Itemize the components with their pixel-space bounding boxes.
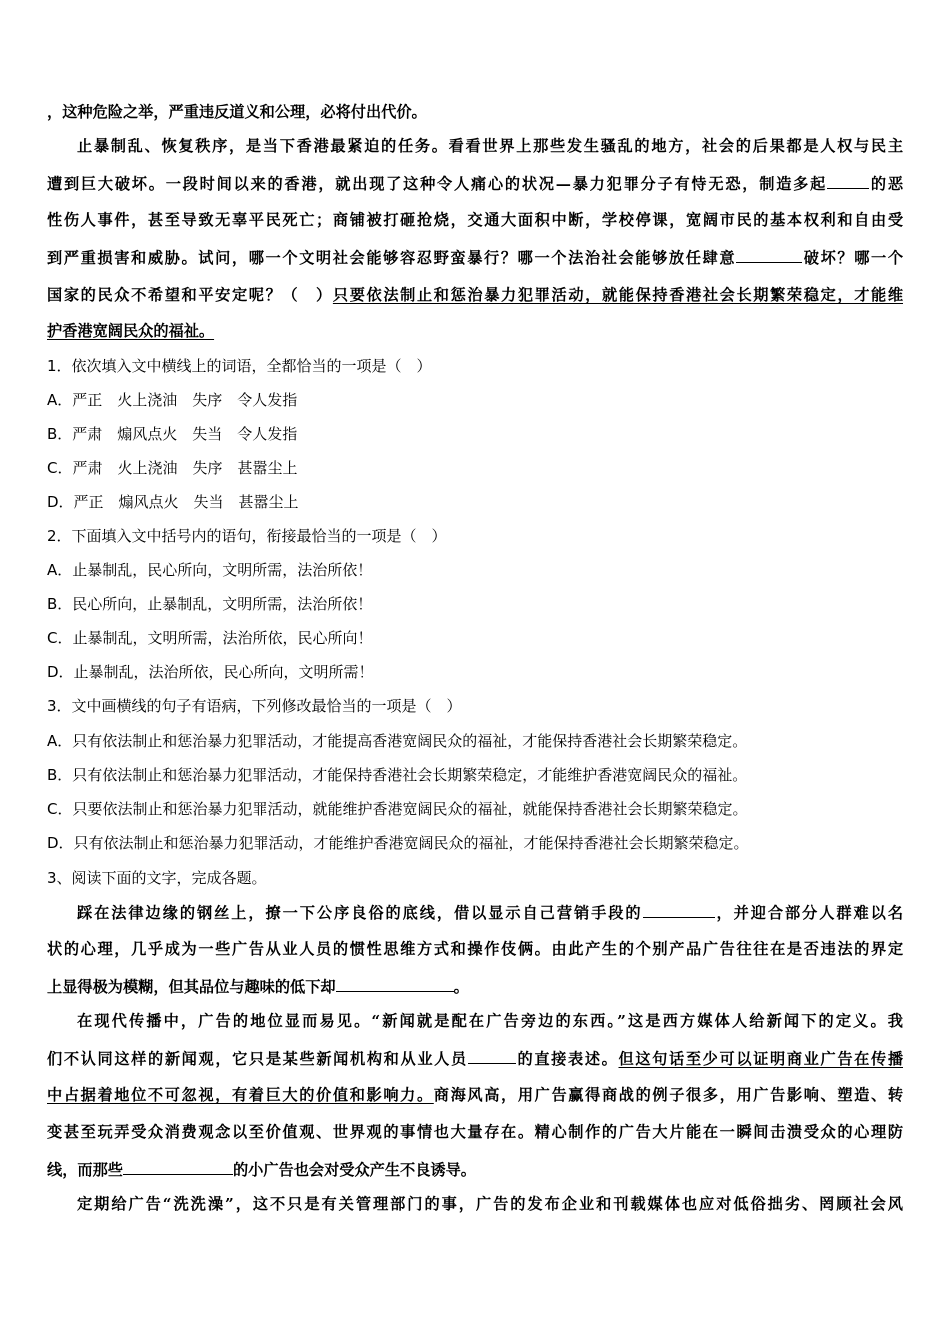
text-span: 。: [453, 978, 469, 996]
text-span: B．只有依法制止和惩治暴力犯罪活动，才能保持香港社会长期繁荣稳定，才能维护香港宽阔民众的福祉。: [47, 766, 748, 784]
answer-option: [47, 662, 903, 682]
fill-blank: [827, 173, 869, 189]
passage-line: [47, 976, 903, 997]
underlined-sentence: 护香港宽阔民众的福祉。: [47, 322, 215, 340]
text-span: 踩在法律边缘的钢丝上，撩一下公序良俗的底线，借以显示自己营销手段的: [77, 904, 643, 922]
text-span: 国家的民众不希望和平安定呢？（ ）: [47, 286, 333, 304]
question-stem: [47, 356, 903, 376]
text-span: C．严肃 火上浇油 失序 甚嚣尘上: [47, 459, 298, 477]
text-span: 商海风高，用广告赢得商战的例子很多，用广告影响、塑造、转: [433, 1086, 903, 1104]
text-span: 到严重损害和威胁。试问，哪一个文明社会能够容忍野蛮暴行？哪一个法治社会能够放任肆意: [47, 249, 737, 267]
answer-option: [47, 765, 903, 785]
answer-option: [47, 628, 903, 648]
text-span: 上显得极为模糊，但其品位与趣味的低下却: [47, 978, 336, 996]
section-heading: [47, 868, 903, 888]
passage-line: [47, 102, 903, 122]
text-span: 们不认同这样的新闻观，它只是某些新闻机构和从业人员: [47, 1050, 468, 1068]
underlined-sentence: 中占据着地位不可忽视，有着巨大的价值和影响力。: [47, 1086, 434, 1104]
passage-line: [47, 1011, 903, 1031]
text-span: ，这种危险之举，严重违反道义和公理，必将付出代价。: [47, 103, 427, 121]
passage-line: [47, 1048, 903, 1068]
passage-line: [47, 136, 903, 156]
text-span: 的直接表述。: [515, 1050, 619, 1068]
text-span: 1．依次填入文中横线上的词语，全都恰当的一项是（ ）: [47, 357, 432, 375]
answer-option: [47, 390, 903, 410]
passage-line: [47, 210, 903, 230]
passage-line: [47, 247, 903, 267]
text-span: 止暴制乱、恢复秩序，是当下香港最紧迫的任务。看看世界上那些发生骚乱的地方，社会的后果都是人权与民主: [77, 137, 903, 155]
text-span: A．只有依法制止和惩治暴力犯罪活动，才能提高香港宽阔民众的福祉，才能保持香港社会长期繁荣稳定。: [47, 732, 748, 750]
underlined-sentence: 只要依法制止和惩治暴力犯罪活动，就能保持香港社会长期繁荣稳定，才能维: [332, 286, 903, 304]
passage-line: [47, 939, 903, 959]
text-span: 定期给广告“洗洗澡”，这不只是有关管理部门的事，广告的发布企业和刊载媒体也应对低俗拙劣、罔顾社会风: [77, 1195, 903, 1213]
text-span: 3、阅读下面的文字，完成各题。: [47, 869, 267, 887]
fill-blank: [336, 976, 454, 992]
passage-line: [47, 902, 903, 922]
text-span: 破坏？哪一个: [802, 249, 903, 267]
text-span: C．止暴制乱，文明所需，法治所依，民心所向！: [47, 629, 373, 647]
passage-line: [47, 1159, 903, 1180]
passage-line: [47, 173, 903, 193]
text-span: D．严正 煽风点火 失当 甚嚣尘上: [47, 493, 299, 511]
passage-line: [47, 1085, 903, 1105]
answer-option: [47, 799, 903, 819]
fill-blank: [468, 1048, 516, 1064]
text-span: 2．下面填入文中括号内的语句，衔接最恰当的一项是（ ）: [47, 527, 447, 545]
text-span: 的小广告也会对受众产生不良诱导。: [232, 1161, 476, 1179]
passage-line: [47, 1122, 903, 1142]
text-span: B．严肃 煽风点火 失当 令人发指: [47, 425, 298, 443]
answer-option: [47, 424, 903, 444]
answer-option: [47, 833, 903, 853]
text-span: A．严正 火上浇油 失序 令人发指: [47, 391, 298, 409]
text-span: D．止暴制乱，法治所依，民心所向，文明所需！: [47, 663, 374, 681]
text-span: B．民心所向，止暴制乱，文明所需，法治所依！: [47, 595, 373, 613]
text-span: 线，而那些: [47, 1161, 123, 1179]
text-span: 性伤人事件，甚至导致无辜平民死亡；商铺被打砸抢烧，交通大面积中断，学校停课，宽阔市民的基本权利和自由受: [47, 211, 903, 229]
fill-blank: [643, 902, 715, 918]
passage-line: [47, 1194, 903, 1214]
answer-option: [47, 731, 903, 751]
answer-option: [47, 492, 903, 512]
question-stem: [47, 526, 903, 546]
text-span: 3．文中画横线的句子有语病，下列修改最恰当的一项是（ ）: [47, 697, 462, 715]
text-span: 遭到巨大破坏。一段时间以来的香港，就出现了这种令人痛心的状况—暴力犯罪分子有恃无恐，制造多起: [47, 175, 828, 193]
text-span: C．只要依法制止和惩治暴力犯罪活动，就能维护香港宽阔民众的福祉，就能保持香港社会长期繁荣稳定。: [47, 800, 748, 818]
text-span: 的恶: [869, 175, 903, 193]
fill-blank: [736, 247, 802, 263]
answer-option: [47, 560, 903, 580]
answer-option: [47, 458, 903, 478]
passage-line: [47, 285, 903, 305]
text-span: ，并迎合部分人群难以名: [714, 904, 903, 922]
text-span: D．只有依法制止和惩治暴力犯罪活动，才能维护香港宽阔民众的福祉，才能保持香港社会长期繁荣稳定。: [47, 834, 749, 852]
text-span: A．止暴制乱，民心所向，文明所需，法治所依！: [47, 561, 373, 579]
underlined-sentence: 但这句话至少可以证明商业广告在传播: [618, 1050, 903, 1068]
passage-line: [47, 321, 903, 341]
text-span: 变甚至玩弄受众消费观念以至价值观、世界观的事情也大量存在。精心制作的广告大片能在一瞬间击溃受众的心理防: [47, 1123, 903, 1141]
question-stem: [47, 696, 903, 716]
text-span: 状的心理，几乎成为一些广告从业人员的惯性思维方式和操作伎俩。由此产生的个别产品广告往往在是否违法的界定: [47, 940, 903, 958]
fill-blank: [123, 1159, 233, 1175]
answer-option: [47, 594, 903, 614]
text-span: 在现代传播中，广告的地位显而易见。“新闻就是配在广告旁边的东西。”这是西方媒体人给新闻下的定义。我: [77, 1012, 903, 1030]
